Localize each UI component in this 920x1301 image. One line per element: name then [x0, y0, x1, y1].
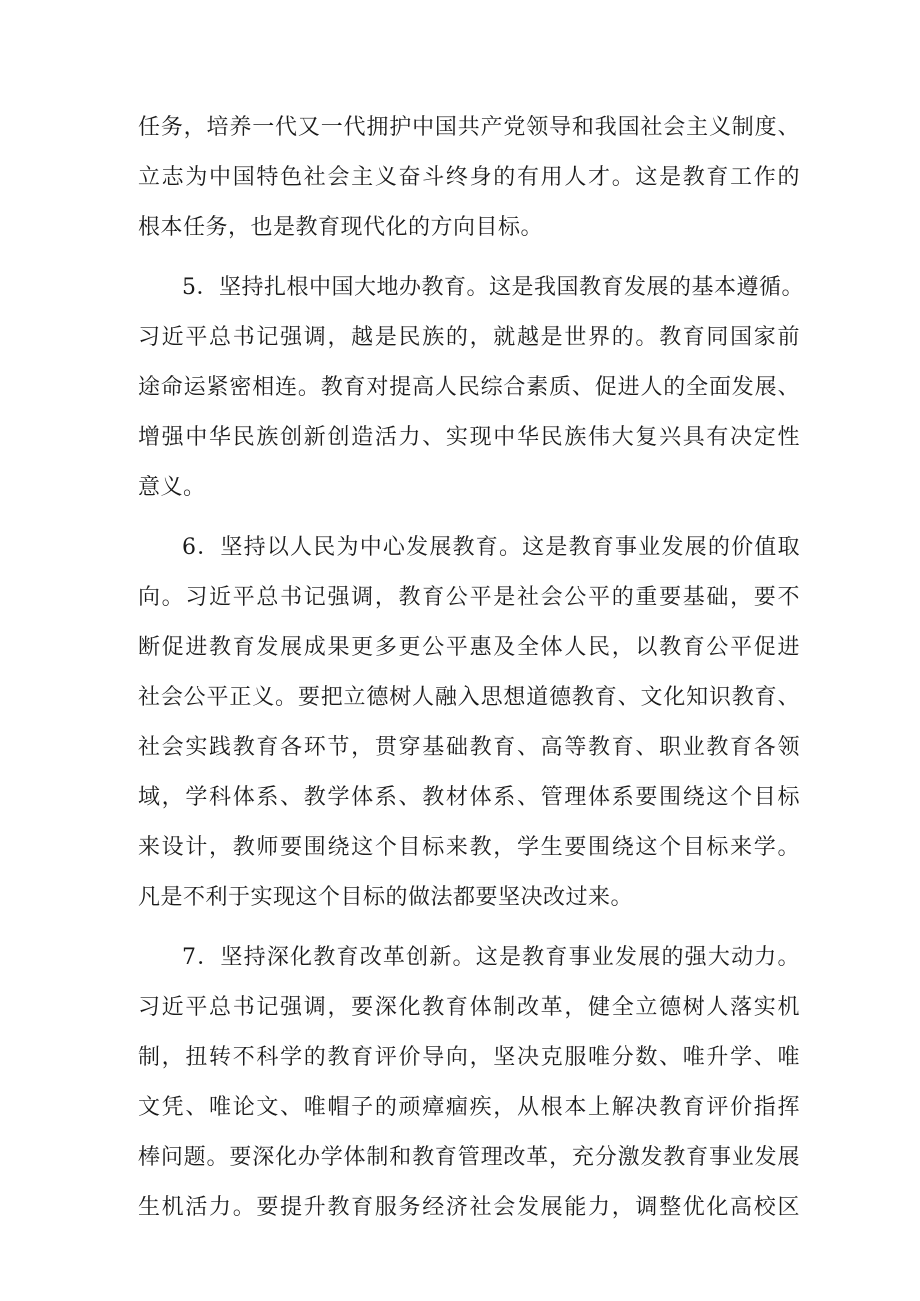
text-line: 途命运紧密相连。教育对提高人民综合素质、促进人的全面发展、: [138, 375, 800, 400]
text-line: 5．坚持扎根中国大地办教育。这是我国教育发展的基本遵循。: [182, 275, 804, 300]
text-line: 任务，培养一代又一代拥护中国共产党领导和我国社会主义制度、: [138, 115, 800, 140]
document-page: [138, 103, 804, 1243]
text-line: 7．坚持深化教育改革创新。这是教育事业发展的强大动力。: [182, 945, 800, 970]
text-line: 增强中华民族创新创造活力、实现中华民族伟大复兴具有决定性: [138, 425, 800, 450]
paragraph-point-7: [138, 933, 800, 1233]
text-line: 社会公平正义。要把立德树人融入思想道德教育、文化知识教育、: [138, 685, 800, 710]
paragraph-0: [138, 103, 800, 253]
paragraph-point-6: [138, 523, 800, 923]
text-line: 社会实践教育各环节，贯穿基础教育、高等教育、职业教育各领: [138, 735, 800, 760]
text-line: 根本任务，也是教育现代化的方向目标。: [138, 215, 544, 240]
text-line: 习近平总书记强调，越是民族的，就越是世界的。教育同国家前: [138, 325, 800, 350]
text-line: 立志为中国特色社会主义奋斗终身的有用人才。这是教育工作的: [138, 165, 800, 190]
text-line: 制，扭转不科学的教育评价导向，坚决克服唯分数、唯升学、唯: [138, 1045, 800, 1070]
text-line: 凡是不利于实现这个目标的做法都要坚决改过来。: [138, 885, 634, 910]
text-line: 来设计，教师要围绕这个目标来教，学生要围绕这个目标来学。: [138, 835, 800, 860]
paragraph-point-5: [138, 263, 804, 513]
text-line: 文凭、唯论文、唯帽子的顽瘴痼疾，从根本上解决教育评价指挥: [138, 1095, 800, 1120]
text-line: 域，学科体系、教学体系、教材体系、管理体系要围绕这个目标: [138, 785, 800, 810]
text-line: 6．坚持以人民为中心发展教育。这是教育事业发展的价值取: [182, 535, 800, 560]
text-line: 习近平总书记强调，要深化教育体制改革，健全立德树人落实机: [138, 995, 800, 1020]
text-line: 意义。: [138, 475, 206, 500]
text-line: 断促进教育发展成果更多更公平惠及全体人民，以教育公平促进: [138, 635, 800, 660]
text-line: 向。习近平总书记强调，教育公平是社会公平的重要基础，要不: [138, 585, 800, 610]
text-line: 生机活力。要提升教育服务经济社会发展能力，调整优化高校区: [138, 1195, 800, 1220]
text-line: 棒问题。要深化办学体制和教育管理改革，充分激发教育事业发展: [138, 1145, 800, 1170]
